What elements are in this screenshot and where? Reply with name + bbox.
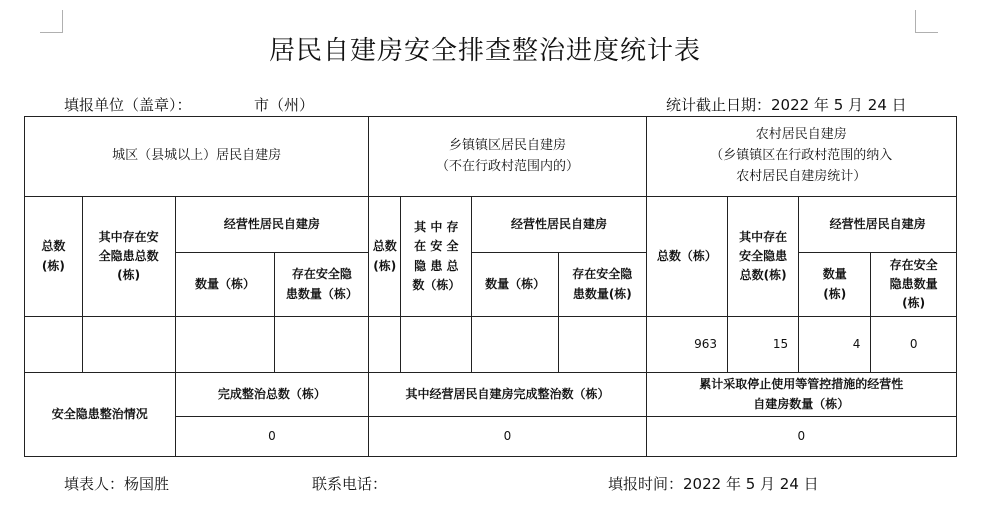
rural-hazard-cell: 15 <box>728 317 799 373</box>
township-commercial-hazard-header: 存在安全隐 患数量(栋) <box>558 253 646 317</box>
section-urban: 城区（县城以上）居民自建房 <box>25 117 369 197</box>
rural-commercial-hazard-header: 存在安全 隐患数量 (栋) <box>871 253 957 317</box>
urban-total-cell <box>25 317 83 373</box>
rural-commercial-qty-cell: 4 <box>799 317 871 373</box>
commercial-completed-header: 其中经营居民自建房完成整治数（栋） <box>369 373 646 417</box>
township-hazard-total-header: 其 中 存 在 安 全 隐 患 总 数（栋） <box>401 197 472 317</box>
rural-hazard-total-header: 其中存在 安全隐患 总数(栋) <box>728 197 799 317</box>
urban-commercial-qty-cell <box>175 317 275 373</box>
filler-name: 填表人：杨国胜 <box>64 475 170 493</box>
urban-commercial-qty-header: 数量（栋） <box>175 253 275 317</box>
section-rural: 农村居民自建房 （乡镇镇区在行政村范围的纳入 农村居民自建房统计） <box>646 117 956 197</box>
township-total-cell <box>369 317 401 373</box>
rural-commercial-qty-header: 数量 (栋) <box>799 253 871 317</box>
township-commercial-qty-cell <box>472 317 559 373</box>
township-total-header: 总数 (栋) <box>369 197 401 317</box>
urban-total-header: 总数 (栋) <box>25 197 83 317</box>
unit-value: 市（州） <box>254 96 315 114</box>
completed-total-header: 完成整治总数（栋） <box>175 373 369 417</box>
township-commercial-header: 经营性居民自建房 <box>472 197 646 253</box>
page-title: 居民自建房安全排查整治进度统计表 <box>268 36 701 66</box>
statistics-table <box>24 116 957 457</box>
control-measures-value: 0 <box>646 417 956 457</box>
township-commercial-qty-header: 数量（栋） <box>472 253 559 317</box>
contact-phone: 联系电话： <box>312 475 388 493</box>
township-commercial-hazard-cell <box>558 317 646 373</box>
rural-total-cell: 963 <box>646 317 727 373</box>
rural-commercial-header: 经营性居民自建房 <box>799 197 957 253</box>
township-hazard-cell <box>401 317 472 373</box>
fill-date: 填报时间：2022 年 5 月 24 日 <box>608 475 819 493</box>
section-township: 乡镇镇区居民自建房 （不在行政村范围内的） <box>369 117 646 197</box>
completed-total-value: 0 <box>175 417 369 457</box>
rural-commercial-hazard-cell: 0 <box>871 317 957 373</box>
rural-total-header: 总数（栋） <box>646 197 727 317</box>
deadline-date: 统计截止日期：2022 年 5 月 24 日 <box>666 96 907 114</box>
urban-commercial-hazard-cell <box>275 317 369 373</box>
urban-hazard-total-header: 其中存在安 全隐患总数 (栋) <box>82 197 175 317</box>
control-measures-header: 累计采取停止使用等管控措施的经营性 自建房数量（栋） <box>646 373 956 417</box>
urban-commercial-hazard-header: 存在安全隐 患数量（栋） <box>275 253 369 317</box>
unit-label: 填报单位（盖章）： <box>64 96 192 114</box>
urban-hazard-cell <box>82 317 175 373</box>
rectification-label: 安全隐患整治情况 <box>25 373 176 457</box>
urban-commercial-header: 经营性居民自建房 <box>175 197 369 253</box>
commercial-completed-value: 0 <box>369 417 646 457</box>
